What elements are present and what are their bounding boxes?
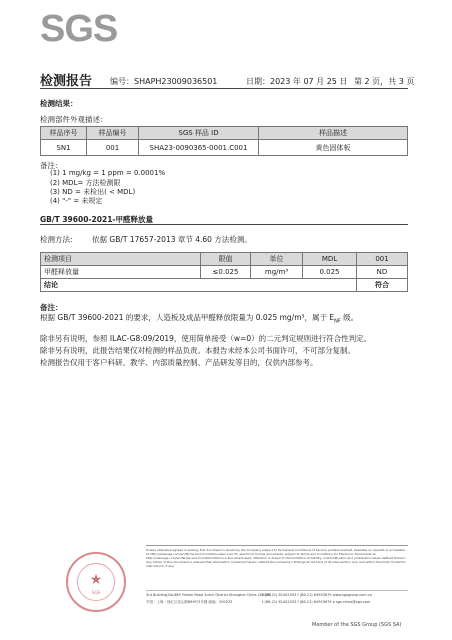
footer-tel-cn: t (86-21) 61402553 f (86-21) 64953679 e sgs.china@sgs.com <box>262 600 371 604</box>
results-heading: 检测结果： <box>40 99 78 108</box>
table-cell: 黄色固体板 <box>259 140 408 156</box>
header-divider <box>40 88 408 89</box>
header-cell: SGS 样品 ID <box>139 127 259 140</box>
note-item: (1) 1 mg/kg = 1 ppm = 0.0001% <box>50 169 166 177</box>
header-cell: 样品序号 <box>41 127 87 140</box>
method-text: 依据 GB/T 17657-2013 章节 4.60 方法检测。 <box>92 235 252 244</box>
footer-address-divider <box>146 590 408 591</box>
table-cell: 001 <box>87 140 139 156</box>
report-title: 检测报告 <box>40 74 93 89</box>
table-cell: mg/m³ <box>251 266 303 279</box>
remark-line: 除非另有说明，参照 ILAC-G8:09/2019，使用简单接受（w=0）的二元判定规则进行符合性判定。 <box>40 334 372 343</box>
remark-line: 检测报告仅用于客户科研、教学、内部质量控制、产品研发等目的，仅供内部参考。 <box>40 358 318 367</box>
report-number: 编号：SHAPH23009036501 <box>110 77 218 86</box>
sample-table-header <box>41 127 408 140</box>
table-cell: ≤0.025 <box>201 266 251 279</box>
table-row <box>41 140 408 156</box>
header-cell: 限值 <box>201 253 251 266</box>
header-cell: MDL <box>303 253 357 266</box>
section-divider <box>40 224 408 225</box>
standard-title: GB/T 39600-2021-甲醛释放量 <box>40 215 154 224</box>
note-item: (3) ND = 未检出( < MDL) <box>50 188 136 196</box>
footer-address-en: 3rd Building,No.889 Yishan Road Xuhui District,Shanghai China 200233 <box>146 593 272 597</box>
seal-star-icon: ★ <box>89 572 103 588</box>
footer-divider <box>146 545 408 546</box>
method-label: 检测方法: <box>40 235 73 244</box>
remark-line-text: 根据 GB/T 39600-2021 的要求，人造板及成品甲醛释放限量为 0.025 mg/m³，属于 E <box>40 313 335 322</box>
remark-line: 除非另有说明，此报告结果仅对检测的样品负责。本报告未经本公司书面许可，不可部分复制。 <box>40 346 355 355</box>
conclusion-row <box>41 279 408 292</box>
remark-line-end: 级。 <box>340 313 359 322</box>
company-seal <box>66 552 126 612</box>
table-cell: SN1 <box>41 140 87 156</box>
remark-line <box>40 312 410 325</box>
seal-text: SGS <box>91 590 101 595</box>
header-cell: 样品编号 <box>87 127 139 140</box>
conclusion-label: 结论 <box>41 279 357 292</box>
table-cell: 甲醛释放量 <box>41 266 201 279</box>
footer-member: Member of the SGS Group (SGS SA) <box>312 622 402 628</box>
result-table <box>40 252 408 292</box>
header-cell: 单位 <box>251 253 303 266</box>
notes-label: 备注： <box>40 161 63 170</box>
page-number: 第 2 页，共 3 页 <box>354 77 415 86</box>
footer-tel-en: t (86-21) 61402553 f (86-21) 64953679 www.sgsgroup.com.cn <box>262 593 372 597</box>
result-table-header <box>41 253 408 266</box>
report-date: 日期：2023 年 07 月 25 日 <box>246 77 348 86</box>
remarks-label: 备注： <box>40 303 63 312</box>
table-cell: ND <box>357 266 408 279</box>
footer-address-cn: 中国・上海・徐汇区宜山路889号3号楼 邮编：200233 <box>146 600 233 604</box>
note-item: (4) "-" = 未规定 <box>50 197 103 205</box>
header-cell: 001 <box>357 253 408 266</box>
conclusion-value: 符合 <box>357 279 408 292</box>
appearance-heading: 检测部件外观描述： <box>40 115 108 124</box>
header-cell: 检测项目 <box>41 253 201 266</box>
table-row <box>41 266 408 279</box>
table-cell: 0.025 <box>303 266 357 279</box>
footer-disclaimer: Unless otherwise agreed in writing, this document is issued by the Company subject to its General Conditions of Service printed overleaf, available on request or accessible at http://www.sgs.com/en/Terms-and-Conditions.aspx and, for electronic format documents, subject to Terms and Conditions for Electronic Documents at http://www.sgs.com/en/Terms-and-Conditions/Terms-e-Document.aspx. Attention is drawn to the limitation of liability, indemnification and jurisdiction issues defined therein. Any holder of this document is advised that information contained hereon reflects the Company's findings at the time of its intervention only and within the limits of Client's instructions, if any. <box>146 548 406 568</box>
header-cell: 样品描述 <box>259 127 408 140</box>
sgs-logo: SGS <box>40 8 118 50</box>
remark-subscript: NF <box>334 318 341 325</box>
sample-table <box>40 126 408 156</box>
note-item: (2) MDL= 方法检测限 <box>50 179 121 187</box>
table-cell: SHA23-0090365-0001.C001 <box>139 140 259 156</box>
